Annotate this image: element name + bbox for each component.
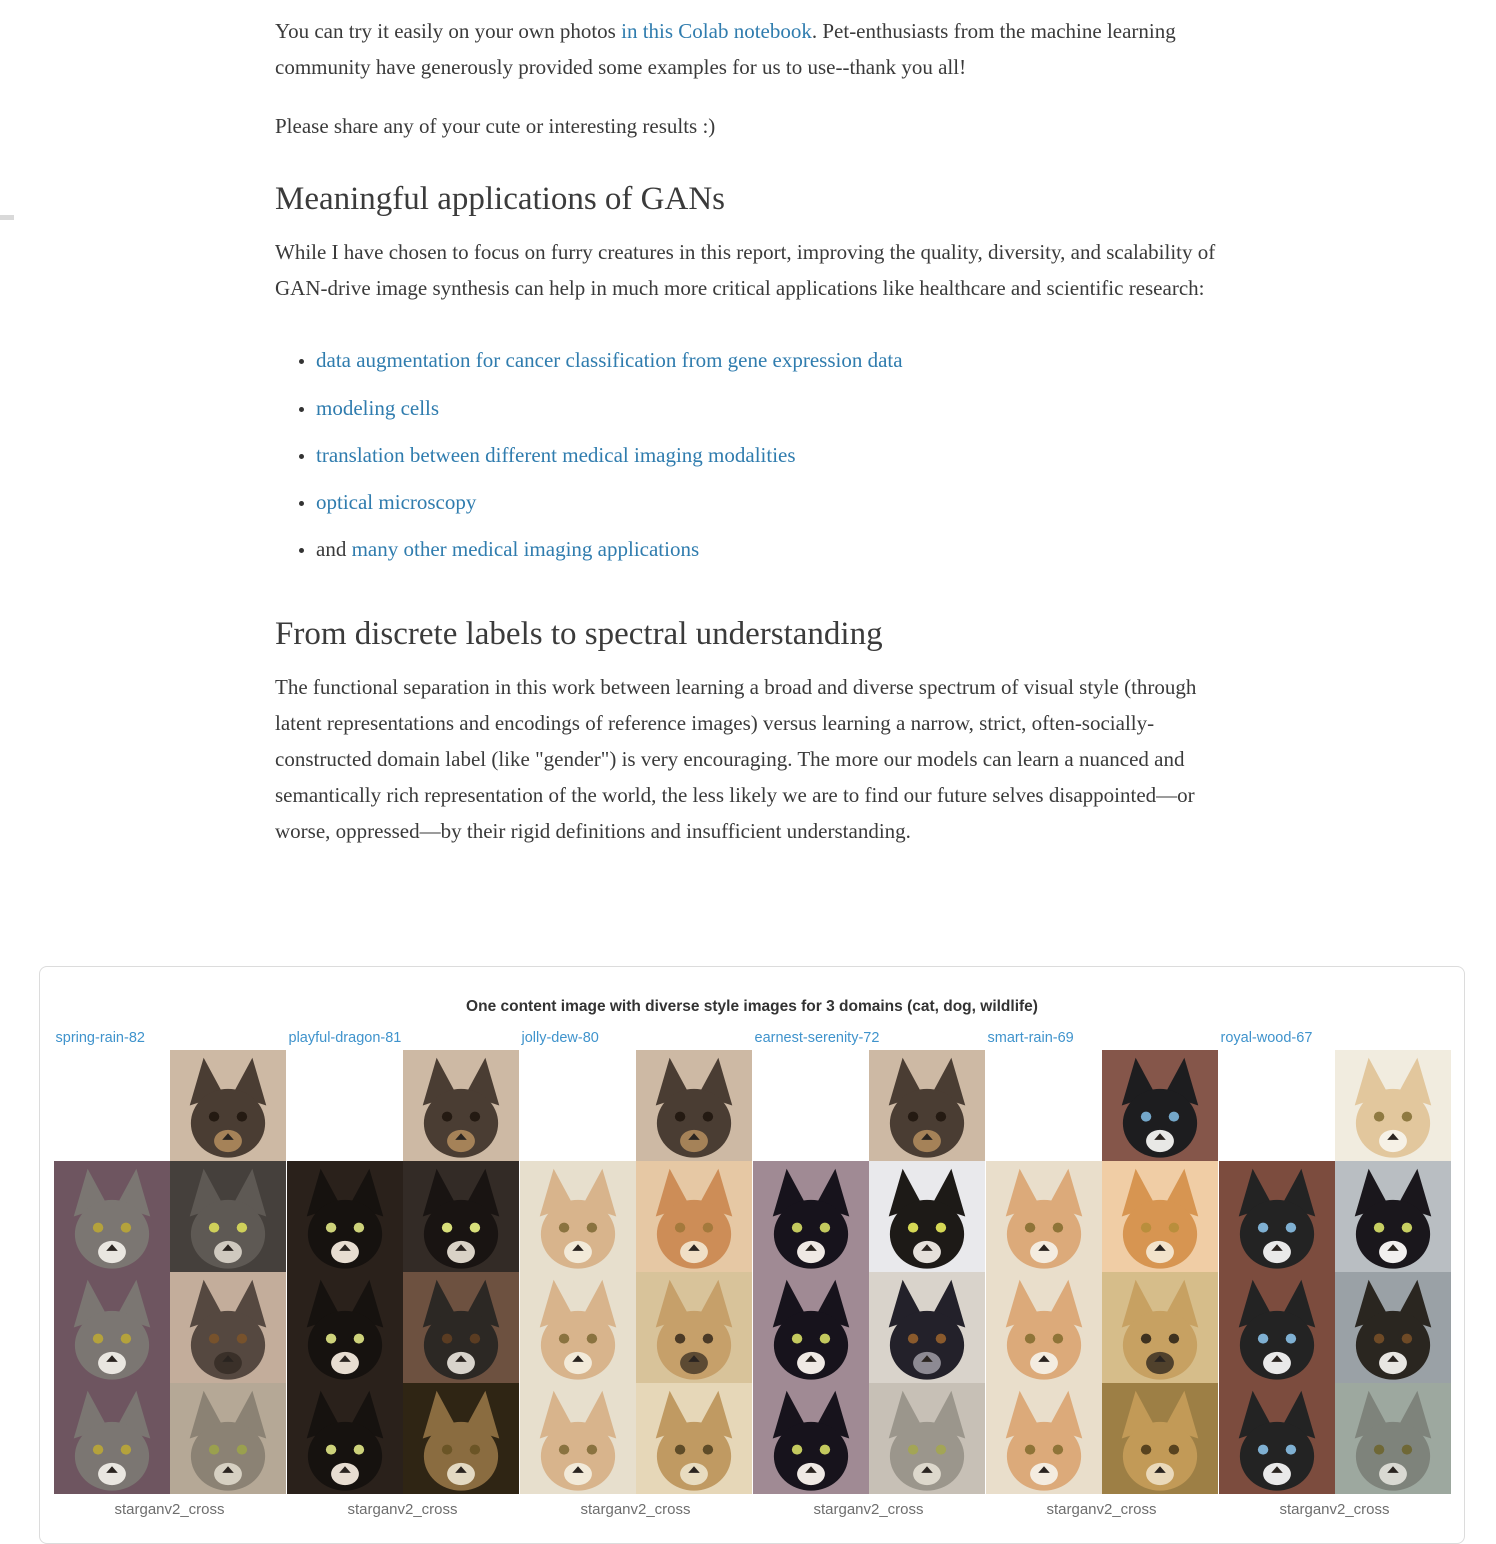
image-grid [287, 1050, 519, 1494]
content-image-dog[interactable] [170, 1050, 286, 1161]
run-name-link[interactable]: jolly-dew-80 [521, 1030, 599, 1046]
run-caption: starganv2_cross [813, 1501, 924, 1518]
output-image-dog[interactable] [636, 1272, 752, 1383]
output-image-wildlife[interactable] [1102, 1383, 1218, 1494]
style-image-cat[interactable] [753, 1272, 869, 1383]
style-image-cat[interactable] [520, 1161, 636, 1272]
empty-cell [1219, 1050, 1335, 1161]
run-name-link[interactable]: playful-dragon-81 [288, 1030, 402, 1046]
colab-notebook-link[interactable]: in this Colab notebook [621, 19, 812, 43]
run-caption: starganv2_cross [1046, 1501, 1157, 1518]
content-image-dog[interactable] [869, 1050, 985, 1161]
image-grid [520, 1050, 752, 1494]
style-image-dog[interactable] [1219, 1161, 1335, 1272]
output-image-cat[interactable] [869, 1161, 985, 1272]
run-caption: starganv2_cross [114, 1501, 225, 1518]
output-image-wildlife[interactable] [1335, 1383, 1451, 1494]
style-image-cat[interactable] [287, 1161, 403, 1272]
output-image-wildlife[interactable] [170, 1383, 286, 1494]
run-name-link[interactable]: spring-rain-82 [55, 1030, 145, 1046]
style-image-cat[interactable] [520, 1383, 636, 1494]
paragraph-spectral-body: The functional separation in this work between learning a broad and diverse spectrum of visual style (through latent representations and encodings of reference images) versus learning a narrow, strict, often-socially-constructed domain label (like "gender") is very encouraging. The more our models can learn a nuanced and semantically rich representation of the world, the less likely we are to find our future selves disappointed—or worse, oppressed—by their rigid definitions and insufficient understanding. [275, 674, 1197, 844]
image-grid [753, 1050, 985, 1494]
empty-cell [54, 1050, 170, 1161]
run-column [54, 1029, 286, 1518]
run-name-link[interactable]: earnest-serenity-72 [754, 1030, 880, 1046]
list-item [316, 531, 1221, 567]
output-image-dog[interactable] [170, 1272, 286, 1383]
bullet-link-imaging-modalities[interactable]: translation between different medical imaging modalities [316, 442, 796, 467]
style-image-cat[interactable] [54, 1383, 170, 1494]
media-panel-caption: One content image with diverse style images for 3 domains (cat, dog, wildlife) [466, 998, 1038, 1015]
output-image-cat[interactable] [1102, 1161, 1218, 1272]
list-item [316, 437, 1221, 473]
output-image-dog[interactable] [869, 1272, 985, 1383]
output-image-dog[interactable] [403, 1272, 519, 1383]
content-image-cat[interactable] [1335, 1050, 1451, 1161]
run-caption: starganv2_cross [347, 1501, 458, 1518]
style-image-cat[interactable] [54, 1161, 170, 1272]
output-image-wildlife[interactable] [636, 1383, 752, 1494]
image-grid [986, 1050, 1218, 1494]
empty-cell [986, 1050, 1102, 1161]
bullet-link-modeling-cells[interactable]: modeling cells [316, 395, 440, 420]
style-image-dog[interactable] [1219, 1383, 1335, 1494]
style-image-dog[interactable] [1219, 1272, 1335, 1383]
runs-row [40, 1029, 1464, 1518]
style-image-cat[interactable] [54, 1272, 170, 1383]
output-image-dog[interactable] [1102, 1272, 1218, 1383]
run-caption: starganv2_cross [1279, 1501, 1390, 1518]
paragraph-colab [275, 13, 1221, 85]
output-image-wildlife[interactable] [403, 1383, 519, 1494]
style-image-cat[interactable] [986, 1272, 1102, 1383]
report-article [275, 0, 1221, 849]
content-image-dog[interactable] [636, 1050, 752, 1161]
content-image-dog[interactable] [1102, 1050, 1218, 1161]
bullet-link-cancer-classification[interactable]: data augmentation for cancer classification from gene expression data [316, 348, 903, 373]
media-panel [39, 966, 1465, 1544]
output-image-wildlife[interactable] [869, 1383, 985, 1494]
paragraph-colab-text-before: You can try it easily on your own photos [275, 19, 622, 43]
run-column [986, 1029, 1218, 1518]
run-column [753, 1029, 985, 1518]
bullet-link-medical-imaging-applications[interactable]: many other medical imaging applications [351, 536, 700, 561]
applications-list [275, 342, 1221, 567]
output-image-cat[interactable] [403, 1161, 519, 1272]
bullet-prefix: and [316, 536, 352, 561]
style-image-cat[interactable] [753, 1383, 869, 1494]
paragraph-applications-intro: While I have chosen to focus on furry creatures in this report, improving the quality, diversity, and scalability of GAN-drive image synthesis can help in much more critical applications like healthcare and scientific research: [275, 240, 1216, 301]
style-image-cat[interactable] [753, 1161, 869, 1272]
style-image-cat[interactable] [520, 1272, 636, 1383]
empty-cell [287, 1050, 403, 1161]
empty-cell [520, 1050, 636, 1161]
style-image-cat[interactable] [287, 1383, 403, 1494]
output-image-cat[interactable] [1335, 1161, 1451, 1272]
heading-spectral-understanding: From discrete labels to spectral understanding [275, 615, 883, 652]
content-image-dog[interactable] [403, 1050, 519, 1161]
output-image-cat[interactable] [636, 1161, 752, 1272]
empty-cell [753, 1050, 869, 1161]
list-item [316, 484, 1221, 520]
run-name-link[interactable]: royal-wood-67 [1220, 1030, 1313, 1046]
output-image-cat[interactable] [170, 1161, 286, 1272]
style-image-cat[interactable] [986, 1383, 1102, 1494]
run-caption: starganv2_cross [580, 1501, 691, 1518]
run-column [1219, 1029, 1451, 1518]
image-grid [54, 1050, 286, 1494]
run-column [287, 1029, 519, 1518]
style-image-cat[interactable] [986, 1161, 1102, 1272]
output-image-dog[interactable] [1335, 1272, 1451, 1383]
list-item [316, 342, 1221, 378]
list-item [316, 390, 1221, 426]
paragraph-share: Please share any of your cute or interesting results :) [275, 114, 716, 139]
run-name-link[interactable]: smart-rain-69 [987, 1030, 1074, 1046]
bullet-link-optical-microscopy[interactable]: optical microscopy [316, 489, 477, 514]
heading-meaningful-applications: Meaningful applications of GANs [275, 181, 725, 218]
image-grid [1219, 1050, 1451, 1494]
left-margin-tick [0, 215, 14, 220]
run-column [520, 1029, 752, 1518]
style-image-cat[interactable] [287, 1272, 403, 1383]
paragraph-colab-text-after: . Pet-enthusiasts from the machine learning community have generously provided some examples for us to use--thank you all! [275, 19, 1176, 80]
